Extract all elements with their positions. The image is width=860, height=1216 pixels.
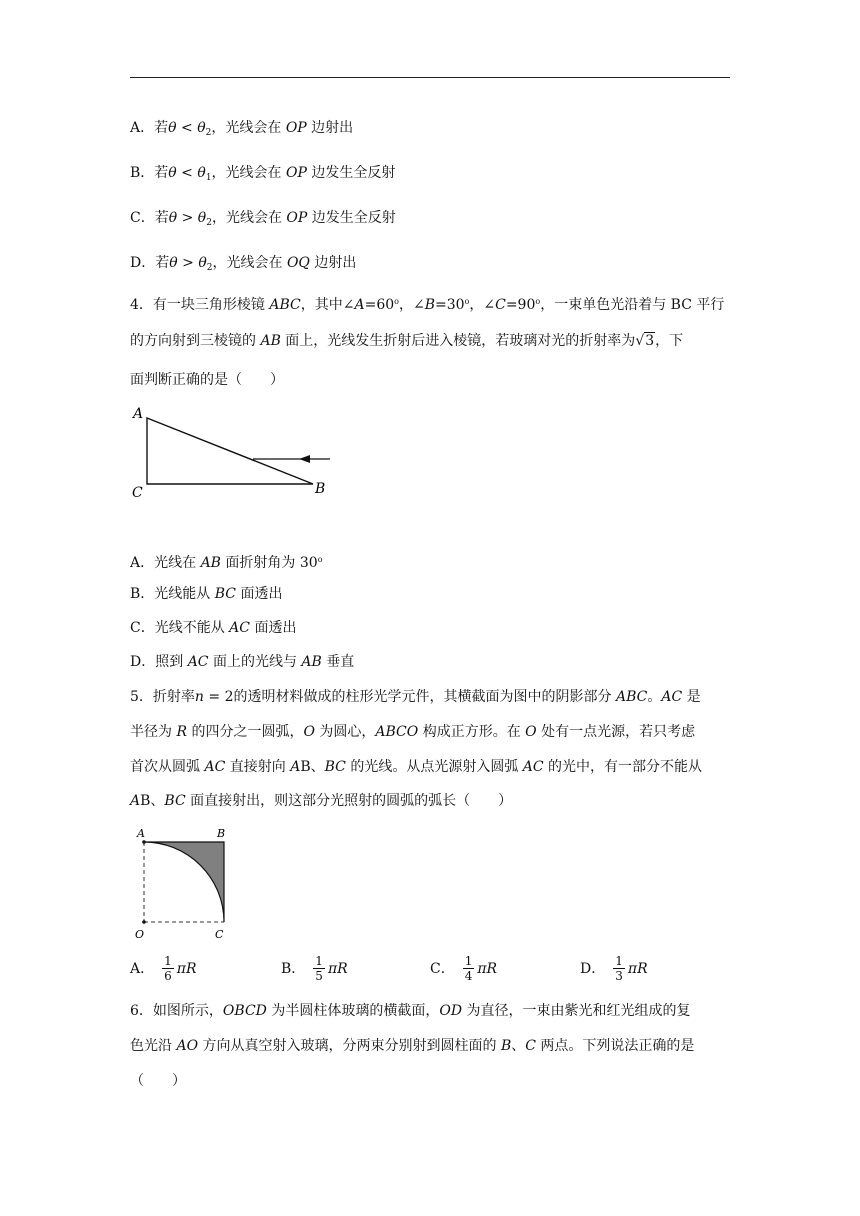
- quarter-arc-figure: [128, 824, 238, 944]
- q5-option-a: A． $\frac{1}{6}$ πR: [130, 954, 197, 983]
- q5-option-c: C． $\frac{1}{4}$ πR: [430, 954, 498, 983]
- q3-option-d: D．若$\theta > \theta_2$，光线会在 OQ 边射出: [130, 255, 357, 273]
- q4-stem-line-3: 面判断正确的是（ ）: [130, 372, 284, 388]
- fraction: $\frac{1}{4}$: [464, 954, 473, 983]
- vertex-label-a: A: [133, 406, 144, 422]
- fraction: $\frac{1}{3}$: [615, 954, 623, 983]
- fig5-label-a: A: [137, 827, 145, 840]
- q3-option-b: B．若$\theta < \theta_1$，光线会在 OP 边发生全反射: [130, 165, 396, 183]
- fraction: $\frac{1}{5}$: [315, 954, 323, 983]
- q5-option-b: B． $\frac{1}{5}$ πR: [281, 954, 348, 983]
- q4-option-d: D．照到 AC 面上的光线与 AB 垂直: [130, 654, 355, 670]
- q4-option-b: B．光线能从 BC 面透出: [130, 586, 283, 602]
- q5-option-d: D． $\frac{1}{3}$ πR: [580, 954, 648, 983]
- q4-option-c: C．光线不能从 AC 面透出: [130, 620, 297, 636]
- ray-arrow-icon: [299, 455, 310, 463]
- q4-stem-line-2: 的方向射到三棱镜的 AB 面上，光线发生折射后进入棱镜，若玻璃对光的折射率为√3，下: [130, 333, 684, 349]
- vertex-label-c: C: [132, 485, 143, 501]
- q3-option-c: C．若$\theta > \theta_2$，光线会在 OP 边发生全反射: [130, 210, 396, 228]
- q6-stem-line-3: （ ）: [130, 1073, 186, 1089]
- q6-stem-line-2: 色光沿 AO 方向从真空射入玻璃，分两束分别射到圆柱面的 B、C 两点。下列说法正确的是: [130, 1038, 695, 1054]
- fig5-label-c: C: [215, 928, 224, 941]
- prism-triangle: [147, 418, 313, 484]
- point-o: [142, 920, 146, 924]
- q5-stem-line-1: 5．折射率n = 2的透明材料做成的柱形光学元件，其横截面为图中的阴影部分 ABC。AC 是: [130, 689, 701, 705]
- fraction: $\frac{1}{6}$: [164, 954, 172, 983]
- q4-stem-line-1: 4．有一块三角形棱镜 ABC，其中$\angle A=60^o$，$\angle B=30^o$，$\angle C=90^o$，一束单色光沿着与 BC 平行: [130, 297, 725, 313]
- q4-option-a: A．光线在 AB 面折射角为 30$^o$: [130, 555, 323, 571]
- sqrt-expression: √3: [635, 333, 655, 349]
- prism-figure: [128, 400, 348, 510]
- point-a: [142, 840, 146, 844]
- shaded-region: [144, 842, 224, 922]
- fig5-label-b: B: [217, 827, 226, 840]
- q5-stem-line-3: 首次从圆弧 AC 直接射向 AB、BC 的光线。从点光源射入圆弧 AC 的光中，有一部分不能从: [130, 759, 703, 775]
- q5-stem-line-2: 半径为 R 的四分之一圆弧，O 为圆心，ABCO 构成正方形。在 O 处有一点光源，若只考虑: [130, 724, 696, 740]
- vertex-label-b: B: [315, 481, 326, 497]
- q6-stem-line-1: 6．如图所示，OBCD 为半圆柱体玻璃的横截面，OD 为直径，一束由紫光和红光组成的复: [130, 1003, 691, 1019]
- q5-stem-line-4: AB、BC 面直接射出，则这部分光照射的圆弧的弧长（ ）: [130, 793, 513, 809]
- q3-option-a: A．若$\theta < \theta_2$，光线会在 OP 边射出: [130, 120, 354, 138]
- fig5-label-o: O: [135, 928, 145, 941]
- header-rule: [130, 77, 730, 78]
